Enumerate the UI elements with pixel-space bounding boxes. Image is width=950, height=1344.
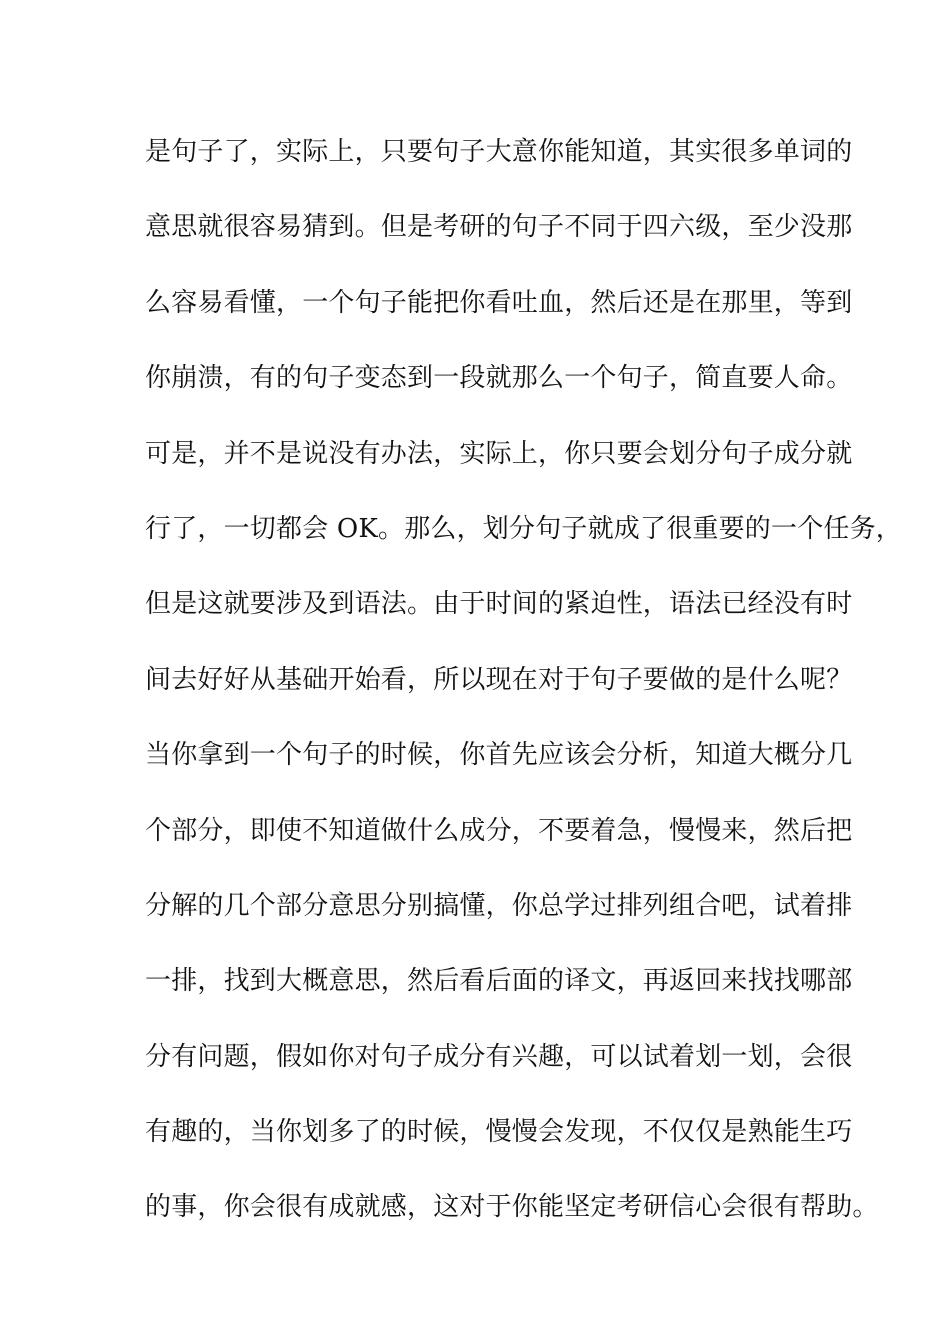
text-line: 一排，找到大概意思，然后看后面的译文，再返回来找找哪部 (145, 966, 853, 997)
text-line: 间去好好从基础开始看，所以现在对于句子要做的是什么呢？ (145, 664, 853, 695)
text-line: 有趣的，当你划多了的时候，慢慢会发现，不仅仅是熟能生巧 (145, 1117, 853, 1148)
text-line: 么容易看懂，一个句子能把你看吐血，然后还是在那里，等到 (145, 287, 853, 318)
text-line: 但是这就要涉及到语法。由于时间的紧迫性，语法已经没有时 (145, 589, 853, 620)
text-line: 个部分，即使不知道做什么成分，不要着急，慢慢来，然后把 (145, 815, 853, 846)
text-line: 你崩溃，有的句子变态到一段就那么一个句子，简直要人命。 (145, 363, 853, 394)
text-line: 行了，一切都会 OK。那么，划分句子就成了很重要的一个任务， (145, 513, 903, 544)
body-text (145, 132, 903, 1263)
text-line: 可是，并不是说没有办法，实际上，你只要会划分句子成分就 (145, 438, 853, 469)
text-line: 是句子了，实际上，只要句子大意你能知道，其实很多单词的 (145, 137, 853, 167)
text-line: 当你拿到一个句子的时候，你首先应该会分析，知道大概分几 (145, 740, 853, 771)
text-line: 意思就很容易猜到。但是考研的句子不同于四六级，至少没那 (145, 212, 853, 243)
text-line: 分解的几个部分意思分别搞懂，你总学过排列组合吧，试着排 (145, 890, 853, 921)
text-line: 分有问题，假如你对句子成分有兴趣，可以试着划一划，会很 (145, 1041, 853, 1072)
text-line: 的事，你会很有成就感，这对于你能坚定考研信心会很有帮助。 (145, 1192, 879, 1223)
